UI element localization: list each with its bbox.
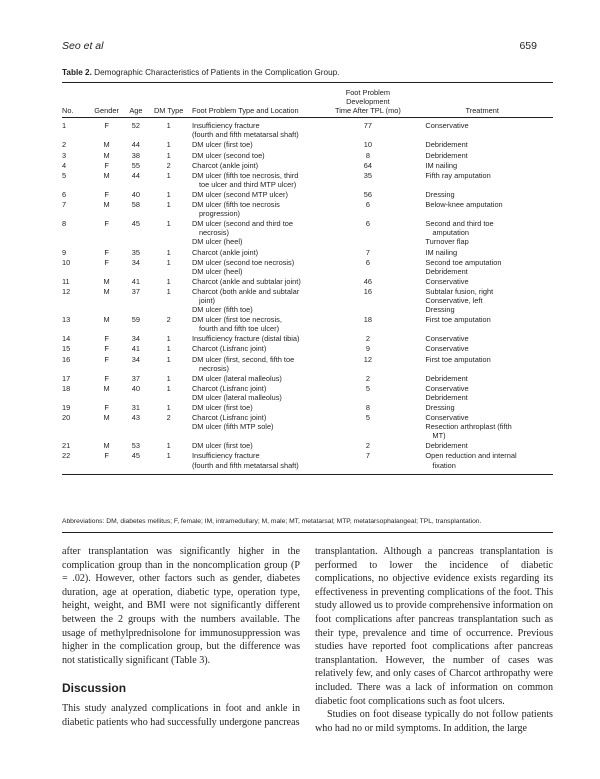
cell-problem-line: DM ulcer (fifth toe) (191, 305, 253, 315)
cell-problem-line: toe ulcer and third MTP ulcer) (198, 179, 297, 189)
cell-treatment (411, 190, 553, 200)
cell-age: 41 (131, 276, 141, 286)
cell-time: 9 (365, 344, 370, 354)
cell-dm-type: 1 (166, 286, 171, 296)
cell-time: 35 (363, 170, 372, 180)
cell-problem (188, 258, 324, 277)
paragraph-results: after transplantation was significantly higher in the complication group than in the noncomplication group (P = .02). However, other factors such as gender, diabetes duration, age at operation, diabetic type, operation type, height, weight, and BMI were not significantly different between the 2 groups with the numbers available. The usage of methylprednisolone for immunosuppression was higher in the complication group, but the difference was not statistically significant (Table 3). (62, 546, 300, 666)
cell-dm-type: 1 (166, 344, 171, 354)
cell-dm-type: 2 (166, 413, 171, 423)
cell-problem-line: Charcot (Lisfranc joint) (191, 383, 267, 393)
cell-problem-line: DM ulcer (second toe necrosis) (191, 257, 295, 267)
table-row (62, 334, 553, 344)
cell-treatment (411, 441, 553, 451)
cell-dm-type: 1 (166, 170, 171, 180)
cell-treatment (411, 384, 553, 403)
cell-time: 8 (365, 150, 370, 160)
cell-problem (188, 384, 324, 403)
cell-problem-line: Insufficiency fracture (191, 121, 260, 131)
table-row (62, 403, 553, 413)
cell-treatment (411, 161, 553, 171)
cell-age: 44 (131, 140, 141, 150)
cell-problem (188, 140, 324, 150)
cell-treatment-line: fixation (432, 460, 456, 470)
cell-treatment-line: Open reduction and internal (425, 451, 517, 461)
cell-treatment-line: Debridement (425, 392, 468, 402)
cell-problem (188, 219, 324, 247)
cell-treatment-line: First toe amputation (425, 315, 491, 325)
cell-problem-line: fourth and fifth toe ulcer) (198, 324, 280, 334)
cell-gender: M (103, 200, 110, 210)
cell-dm-type: 1 (166, 373, 171, 383)
table-row (62, 117, 553, 140)
cell-age: 40 (131, 383, 141, 393)
cell-treatment (411, 248, 553, 258)
cell-no: 14 (62, 334, 71, 344)
cell-age: 34 (131, 354, 141, 364)
cell-age: 52 (131, 121, 141, 131)
cell-treatment (411, 355, 553, 374)
cell-problem-line: DM ulcer (second MTP ulcer) (191, 189, 288, 199)
cell-time: 77 (363, 121, 372, 131)
cell-time: 6 (365, 200, 370, 210)
cell-dm-type: 1 (166, 441, 171, 451)
cell-time: 46 (363, 276, 372, 286)
cell-problem-line: DM ulcer (first toe) (191, 441, 253, 451)
cell-treatment-line: MT) (432, 431, 446, 441)
cell-treatment (411, 374, 553, 384)
cell-treatment-line: Fifth ray amputation (425, 170, 491, 180)
cell-time: 64 (363, 160, 372, 170)
cell-problem-line: DM ulcer (lateral malleolus) (191, 373, 282, 383)
cell-treatment-line: Debridement (425, 441, 468, 451)
cell-age: 43 (131, 413, 141, 423)
cell-gender: M (103, 315, 110, 325)
cell-dm-type: 1 (166, 200, 171, 210)
table-header-row (62, 88, 553, 117)
cell-treatment (411, 413, 553, 441)
table-bottom-rule (62, 474, 553, 475)
cell-dm-type: 2 (166, 160, 171, 170)
cell-no: 19 (62, 403, 71, 412)
footnote-rule (62, 532, 553, 533)
cell-age: 37 (131, 373, 141, 383)
cell-problem-line: Insufficiency fracture (distal tibia) (191, 334, 300, 344)
table-row (62, 151, 553, 161)
cell-treatment-line: Resection arthroplast (fifth (425, 422, 512, 432)
cell-gender: F (104, 121, 109, 131)
col-header-age: Age (129, 106, 143, 116)
paragraph-discussion-continued: transplantation. Although a pancreas transplantation is performed to lower the incidence of diabetic complications, no objective evidence exists regarding its effectiveness in preventing complications of the foot. This study allowed us to provide comprehensive information on foot complications after pancreas transplantation such as their type, prevalence and time of occurrence. Previous studies have reported foot complications after pancreas transplantation. However, the number of cases was relatively few, and only cases of Charcot arthropathy were included. There was a lack of information on common diabetic foot complications such as foot ulcers. (315, 546, 553, 707)
table-row (62, 277, 553, 287)
body-column-right (315, 545, 553, 735)
cell-no: 10 (62, 257, 71, 267)
cell-age: 58 (131, 200, 141, 210)
cell-no: 2 (62, 140, 67, 150)
cell-time: 2 (365, 334, 370, 344)
cell-treatment (411, 258, 553, 277)
table-top-rule (62, 82, 553, 83)
cell-no: 21 (62, 441, 71, 451)
cell-dm-type: 1 (166, 403, 171, 412)
table-row (62, 140, 553, 150)
cell-problem (188, 441, 324, 451)
cell-treatment-line: Conservative (425, 383, 469, 393)
cell-time: 16 (363, 286, 372, 296)
cell-treatment-line: First toe amputation (425, 354, 491, 364)
cell-problem-line: Charcot (ankle joint) (191, 160, 259, 170)
col-header-gender: Gender (94, 106, 119, 116)
cell-problem-line: DM ulcer (lateral malleolus) (191, 392, 282, 402)
cell-no: 12 (62, 286, 71, 296)
cell-problem-line: progression) (198, 209, 241, 219)
cell-time: 10 (363, 140, 372, 150)
cell-gender: F (104, 334, 109, 344)
cell-problem-line: DM ulcer (fifth toe necrosis, third (191, 170, 299, 180)
cell-problem (188, 451, 324, 470)
cell-gender: F (104, 247, 109, 257)
cell-problem-line: necrosis) (198, 363, 229, 373)
cell-gender: F (104, 451, 109, 461)
cell-age: 44 (131, 170, 141, 180)
table-row (62, 315, 553, 334)
cell-problem-line: DM ulcer (heel) (191, 266, 243, 276)
cell-dm-type: 1 (166, 121, 171, 131)
cell-dm-type: 1 (166, 189, 171, 199)
cell-treatment (411, 287, 553, 315)
cell-gender: M (103, 413, 110, 423)
cell-gender: M (103, 140, 110, 150)
cell-treatment-line: Below-knee amputation (425, 200, 503, 210)
cell-problem (188, 403, 324, 413)
col-header-time (324, 88, 411, 117)
cell-gender: M (103, 276, 110, 286)
cell-problem-line: Charcot (Lisfranc joint) (191, 413, 267, 423)
cell-problem-line: DM ulcer (second and third toe (191, 219, 293, 229)
cell-treatment-line: Dressing (425, 305, 455, 315)
cell-treatment (411, 171, 553, 190)
cell-age: 45 (131, 219, 141, 229)
cell-problem (188, 277, 324, 287)
paragraph-studies: Studies on foot disease typically do not follow patients who had no or mild symptoms. In addition, the large (315, 709, 553, 734)
cell-treatment-line: Debridement (425, 140, 468, 150)
cell-age: 53 (131, 441, 141, 451)
cell-gender: M (103, 383, 110, 393)
cell-treatment (411, 277, 553, 287)
cell-time: 12 (363, 354, 372, 364)
cell-time: 18 (363, 315, 372, 325)
cell-no: 13 (62, 315, 71, 325)
cell-age: 34 (131, 257, 141, 267)
cell-time: 56 (363, 189, 372, 199)
cell-problem (188, 315, 324, 334)
cell-treatment-line: Conservative (425, 413, 469, 423)
cell-age: 59 (131, 315, 141, 325)
cell-time: 7 (365, 247, 370, 257)
cell-treatment-line: IM nailing (425, 160, 458, 170)
cell-treatment-line: Conservative (425, 121, 469, 131)
col-header-no: No. (62, 106, 74, 116)
cell-gender: M (103, 170, 110, 180)
table-row (62, 200, 553, 219)
cell-treatment-line: Debridement (425, 373, 468, 383)
table-row (62, 219, 553, 247)
cell-problem-line: DM ulcer (first toe) (191, 140, 253, 150)
cell-age: 55 (131, 160, 141, 170)
cell-age: 45 (131, 451, 141, 461)
cell-gender: F (104, 344, 109, 354)
cell-no: 7 (62, 200, 67, 210)
cell-problem-line: (fourth and fifth metatarsal shaft) (191, 130, 299, 140)
cell-no: 18 (62, 383, 71, 393)
cell-treatment-line: Conservative, left (425, 295, 483, 305)
cell-dm-type: 1 (166, 276, 171, 286)
table-row (62, 451, 553, 470)
cell-problem-line: (fourth and fifth metatarsal shaft) (191, 460, 299, 470)
cell-no: 1 (62, 121, 67, 131)
cell-problem (188, 374, 324, 384)
cell-no: 4 (62, 160, 67, 170)
cell-no: 22 (62, 451, 71, 461)
cell-age: 38 (131, 150, 141, 160)
cell-gender: F (104, 160, 109, 170)
cell-treatment (411, 140, 553, 150)
col-header-problem: Foot Problem Type and Location (191, 106, 299, 116)
cell-no: 16 (62, 354, 71, 364)
cell-age: 40 (131, 189, 141, 199)
page-number: 659 (519, 40, 537, 52)
cell-gender: M (103, 441, 110, 451)
table-row (62, 258, 553, 277)
cell-age: 35 (131, 247, 141, 257)
cell-time: 5 (365, 413, 370, 423)
cell-treatment-line: Dressing (425, 403, 455, 412)
cell-treatment-line: IM nailing (425, 247, 458, 257)
cell-problem (188, 334, 324, 344)
cell-dm-type: 1 (166, 334, 171, 344)
cell-time: 8 (365, 403, 370, 412)
table-row (62, 355, 553, 374)
cell-gender: F (104, 354, 109, 364)
cell-problem (188, 151, 324, 161)
cell-treatment (411, 151, 553, 161)
cell-treatment-line: Subtalar fusion, right (425, 286, 494, 296)
cell-dm-type: 1 (166, 247, 171, 257)
cell-time: 6 (365, 257, 370, 267)
cell-problem (188, 190, 324, 200)
cell-treatment-line: Conservative (425, 334, 469, 344)
cell-gender: F (104, 257, 109, 267)
cell-no: 5 (62, 170, 67, 180)
table-row (62, 287, 553, 315)
table-row (62, 248, 553, 258)
cell-treatment (411, 403, 553, 413)
table-row (62, 161, 553, 171)
cell-problem (188, 344, 324, 354)
cell-dm-type: 1 (166, 219, 171, 229)
col-header-treatment: Treatment (465, 106, 499, 116)
cell-problem-line: DM ulcer (first toe) (191, 403, 253, 412)
demographics-table (62, 88, 553, 471)
body-column-left (62, 545, 300, 729)
cell-treatment-line: Conservative (425, 344, 469, 354)
cell-no: 20 (62, 413, 71, 423)
cell-no: 8 (62, 219, 67, 229)
cell-problem (188, 200, 324, 219)
running-head-author: Seo et al (62, 40, 104, 52)
table-row (62, 344, 553, 354)
cell-gender: M (103, 286, 110, 296)
cell-dm-type: 1 (166, 150, 171, 160)
cell-problem-line: DM ulcer (first toe necrosis, (191, 315, 282, 325)
col-header-time-line-2: Time After TPL (mo) (334, 106, 401, 116)
cell-problem (188, 117, 324, 140)
cell-no: 9 (62, 247, 67, 257)
cell-gender: M (103, 150, 110, 160)
col-header-dm-type: DM Type (153, 106, 184, 116)
cell-problem-line: DM ulcer (second toe) (191, 150, 265, 160)
paragraph-discussion-start: This study analyzed complications in foot and ankle in diabetic patients who had successfully undergone pancreas (62, 702, 300, 728)
cell-problem-line: joint) (198, 295, 215, 305)
cell-treatment-line: Debridement (425, 150, 468, 160)
table-title: Demographic Characteristics of Patients in the Complication Group. (94, 68, 340, 77)
cell-problem (188, 161, 324, 171)
cell-problem-line: Charcot (both ankle and subtalar (191, 286, 300, 296)
cell-problem-line: Charcot (ankle joint) (191, 247, 259, 257)
cell-gender: F (104, 189, 109, 199)
table-row (62, 374, 553, 384)
cell-treatment (411, 334, 553, 344)
cell-problem (188, 355, 324, 374)
cell-dm-type: 1 (166, 257, 171, 267)
cell-time: 2 (365, 373, 370, 383)
cell-treatment-line: Conservative (425, 276, 469, 286)
cell-dm-type: 1 (166, 383, 171, 393)
cell-no: 11 (62, 276, 70, 286)
section-heading-discussion: Discussion (62, 681, 127, 696)
table-row (62, 384, 553, 403)
cell-treatment (411, 200, 553, 219)
cell-age: 34 (131, 334, 141, 344)
cell-problem-line: DM ulcer (first, second, fifth toe (191, 354, 295, 364)
cell-age: 41 (131, 344, 141, 354)
cell-problem-line: DM ulcer (heel) (191, 237, 243, 247)
cell-problem-line: Charcot (Lisfranc joint) (191, 344, 267, 354)
table-label: Table 2. (62, 68, 92, 77)
cell-gender: F (104, 219, 109, 229)
cell-problem-line: DM ulcer (fifth MTP sole) (191, 422, 274, 432)
cell-problem (188, 171, 324, 190)
cell-time: 7 (365, 451, 370, 461)
cell-problem-line: DM ulcer (fifth toe necrosis (191, 200, 280, 210)
table-row (62, 441, 553, 451)
cell-problem-line: Charcot (ankle and subtalar joint) (191, 276, 301, 286)
cell-time: 5 (365, 383, 370, 393)
table-header-rule (62, 117, 553, 118)
cell-dm-type: 1 (166, 451, 171, 461)
cell-dm-type: 1 (166, 354, 171, 364)
cell-no: 17 (62, 373, 71, 383)
cell-treatment-line: Turnover flap (425, 237, 469, 247)
cell-no: 15 (62, 344, 71, 354)
cell-treatment (411, 219, 553, 247)
table-row (62, 171, 553, 190)
cell-treatment-line: amputation (432, 228, 469, 238)
cell-treatment-line: Dressing (425, 189, 455, 199)
cell-gender: F (104, 373, 109, 383)
cell-treatment-line: Debridement (425, 266, 468, 276)
cell-dm-type: 1 (166, 140, 171, 150)
cell-age: 31 (131, 403, 141, 412)
cell-treatment-line: Second and third toe (425, 219, 494, 229)
cell-problem (188, 248, 324, 258)
cell-time: 6 (365, 219, 370, 229)
cell-treatment-line: Second toe amputation (425, 257, 502, 267)
cell-treatment (411, 315, 553, 334)
col-header-time-line-1: Foot Problem Development (345, 88, 391, 107)
cell-time: 2 (365, 441, 370, 451)
cell-no: 6 (62, 189, 67, 199)
cell-problem (188, 413, 324, 441)
table-caption (62, 68, 339, 77)
cell-treatment (411, 117, 553, 140)
cell-no: 3 (62, 150, 67, 160)
cell-problem (188, 287, 324, 315)
table-body (62, 117, 553, 470)
cell-problem-line: necrosis) (198, 228, 229, 238)
table-row (62, 190, 553, 200)
cell-gender: F (104, 403, 109, 412)
cell-treatment (411, 451, 553, 470)
cell-treatment (411, 344, 553, 354)
table-footnote: Abbreviations: DM, diabetes mellitus; F, female; IM, intramedullary; M, male; MT, metatarsal; MTP, metatarsophalangeal; TPL, transplantation. (62, 518, 482, 525)
cell-age: 37 (131, 286, 141, 296)
cell-problem-line: Insufficiency fracture (191, 451, 260, 461)
table-row (62, 413, 553, 441)
cell-dm-type: 2 (166, 315, 171, 325)
